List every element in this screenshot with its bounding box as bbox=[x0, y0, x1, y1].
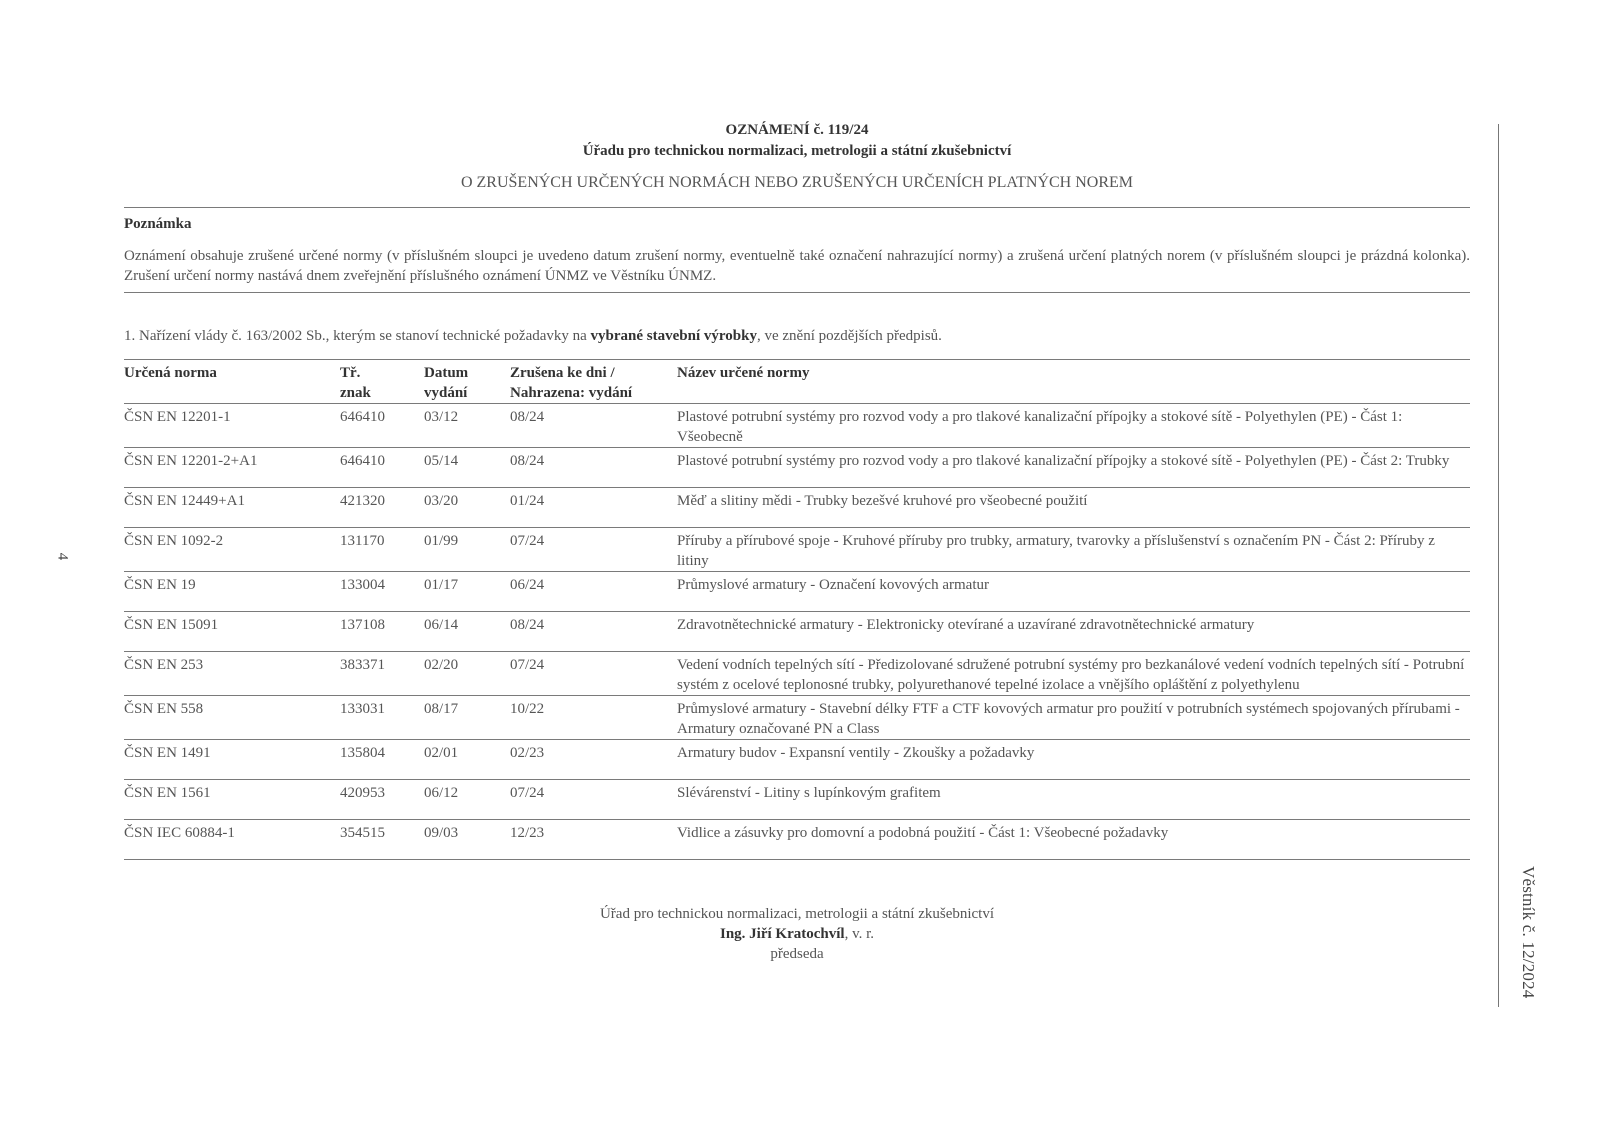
cell-norm: ČSN EN 1491 bbox=[124, 740, 340, 780]
cell-norm: ČSN EN 12201-2+A1 bbox=[124, 448, 340, 488]
table-row bbox=[124, 612, 1470, 652]
cell-cancelled: 08/24 bbox=[510, 404, 677, 448]
cell-class: 135804 bbox=[340, 740, 424, 780]
cell-title: Slévárenství - Litiny s lupínkovým grafitem bbox=[677, 780, 1470, 820]
cell-title: Armatury budov - Expansní ventily - Zkoušky a požadavky bbox=[677, 740, 1470, 780]
section-prefix: 1. Nařízení vlády č. 163/2002 Sb., kterým se stanoví technické požadavky na bbox=[124, 328, 591, 344]
document-body bbox=[124, 120, 1470, 964]
norms-table bbox=[124, 359, 1470, 860]
table-row bbox=[124, 820, 1470, 860]
cell-class: 137108 bbox=[340, 612, 424, 652]
cell-cancelled: 07/24 bbox=[510, 528, 677, 572]
cell-norm: ČSN EN 253 bbox=[124, 652, 340, 696]
cell-date: 09/03 bbox=[424, 820, 510, 860]
header-date: Datum vydání bbox=[424, 360, 510, 404]
table-row bbox=[124, 652, 1470, 696]
signatory-role: předseda bbox=[770, 946, 824, 962]
cell-class: 420953 bbox=[340, 780, 424, 820]
section-bold: vybrané stavební výrobky bbox=[590, 328, 757, 344]
cell-class: 131170 bbox=[340, 528, 424, 572]
cell-class: 646410 bbox=[340, 404, 424, 448]
divider bbox=[124, 292, 1470, 293]
cell-norm: ČSN EN 1561 bbox=[124, 780, 340, 820]
cell-norm: ČSN IEC 60884-1 bbox=[124, 820, 340, 860]
cell-class: 133031 bbox=[340, 696, 424, 740]
cell-norm: ČSN EN 12449+A1 bbox=[124, 488, 340, 528]
table-row bbox=[124, 448, 1470, 488]
signature-name-line bbox=[124, 924, 1470, 944]
cell-cancelled: 12/23 bbox=[510, 820, 677, 860]
cell-date: 05/14 bbox=[424, 448, 510, 488]
cell-cancelled: 10/22 bbox=[510, 696, 677, 740]
cell-class: 133004 bbox=[340, 572, 424, 612]
cell-title: Zdravotnětechnické armatury - Elektronicky otevírané a uzavírané zdravotnětechnické armatury bbox=[677, 612, 1470, 652]
table-row bbox=[124, 488, 1470, 528]
cell-date: 03/12 bbox=[424, 404, 510, 448]
cell-norm: ČSN EN 15091 bbox=[124, 612, 340, 652]
notice-subject: O ZRUŠENÝCH URČENÝCH NORMÁCH NEBO ZRUŠENÝCH URČENÍCH PLATNÝCH NOREM bbox=[460, 174, 1134, 191]
cell-class: 354515 bbox=[340, 820, 424, 860]
cell-norm: ČSN EN 1092-2 bbox=[124, 528, 340, 572]
header-cancelled: Zrušena ke dni / Nahrazena: vydání bbox=[510, 360, 677, 404]
cell-norm: ČSN EN 558 bbox=[124, 696, 340, 740]
cell-cancelled: 07/24 bbox=[510, 652, 677, 696]
table-row bbox=[124, 696, 1470, 740]
cell-cancelled: 02/23 bbox=[510, 740, 677, 780]
cell-title: Vedení vodních tepelných sítí - Předizolované sdružené potrubní systémy pro bezkanálové vedení vodních tepelných sítí - Potrubní systém z ocelové teplonosné trubky, polyurethanové tepelné izolace a vnějšího opláštění z polyethylenu bbox=[677, 652, 1470, 696]
bulletin-label: Věstník č. 12/2024 bbox=[1519, 866, 1538, 999]
cell-date: 01/99 bbox=[424, 528, 510, 572]
table-row bbox=[124, 528, 1470, 572]
section-suffix: , ve znění pozdějších předpisů. bbox=[756, 328, 942, 344]
cell-title: Průmyslové armatury - Stavební délky FTF a CTF kovových armatur pro použití v potrubních systémech spojovaných přírubami - Armatury označované PN a Class bbox=[677, 696, 1470, 740]
note-heading: Poznámka bbox=[124, 216, 192, 232]
table-row bbox=[124, 780, 1470, 820]
cell-title: Plastové potrubní systémy pro rozvod vody a pro tlakové kanalizační přípojky a stokové sítě - Polyethylen (PE) - Část 2: Trubky bbox=[677, 448, 1470, 488]
cell-date: 06/12 bbox=[424, 780, 510, 820]
divider bbox=[124, 207, 1470, 208]
signatory-suffix: , v. r. bbox=[844, 926, 875, 942]
cell-title: Plastové potrubní systémy pro rozvod vody a pro tlakové kanalizační přípojky a stokové sítě - Polyethylen (PE) - Část 1: Všeobecně bbox=[677, 404, 1470, 448]
cell-title: Vidlice a zásuvky pro domovní a podobná použití - Část 1: Všeobecné požadavky bbox=[677, 820, 1470, 860]
cell-norm: ČSN EN 12201-1 bbox=[124, 404, 340, 448]
cell-date: 02/20 bbox=[424, 652, 510, 696]
cell-class: 383371 bbox=[340, 652, 424, 696]
cell-date: 03/20 bbox=[424, 488, 510, 528]
header-class: Tř. znak bbox=[340, 360, 424, 404]
cell-cancelled: 07/24 bbox=[510, 780, 677, 820]
page-number: 4 bbox=[54, 552, 71, 561]
notice-title: OZNÁMENÍ č. 119/24 bbox=[725, 122, 869, 138]
signature-block bbox=[124, 904, 1470, 964]
cell-title: Měď a slitiny mědi - Trubky bezešvé kruhové pro všeobecné použití bbox=[677, 488, 1470, 528]
cell-title: Příruby a přírubové spoje - Kruhové příruby pro trubky, armatury, tvarovky a příslušenství s označením PN - Část 2: Příruby z litiny bbox=[677, 528, 1470, 572]
table-row bbox=[124, 740, 1470, 780]
cell-date: 08/17 bbox=[424, 696, 510, 740]
table-row bbox=[124, 572, 1470, 612]
cell-norm: ČSN EN 19 bbox=[124, 572, 340, 612]
section-heading bbox=[124, 326, 1470, 346]
notice-authority: Úřadu pro technickou normalizaci, metrologii a státní zkušebnictví bbox=[582, 143, 1012, 159]
cell-title: Průmyslové armatury - Označení kovových armatur bbox=[677, 572, 1470, 612]
note-text: Oznámení obsahuje zrušené určené normy (v příslušném sloupci je uvedeno datum zrušení normy, eventuelně také označení nahrazující normy) a zrušená určení platných norem (v příslušném sloupci je prázdná kolonka). Zrušení určení normy nastává dnem zveřejnění příslušného oznámení ÚNMZ ve Věstníku ÚNMZ. bbox=[124, 248, 1470, 284]
header-norm: Určená norma bbox=[124, 360, 340, 404]
cell-cancelled: 08/24 bbox=[510, 612, 677, 652]
cell-cancelled: 01/24 bbox=[510, 488, 677, 528]
table-header-row bbox=[124, 360, 1470, 404]
table-row bbox=[124, 404, 1470, 448]
cell-cancelled: 06/24 bbox=[510, 572, 677, 612]
cell-date: 06/14 bbox=[424, 612, 510, 652]
cell-cancelled: 08/24 bbox=[510, 448, 677, 488]
header-title: Název určené normy bbox=[677, 360, 1470, 404]
cell-class: 646410 bbox=[340, 448, 424, 488]
signature-authority: Úřad pro technickou normalizaci, metrologii a státní zkušebnictví bbox=[599, 906, 995, 922]
cell-date: 01/17 bbox=[424, 572, 510, 612]
margin-rule bbox=[1498, 124, 1499, 1007]
signatory-name: Ing. Jiří Kratochvíl bbox=[719, 926, 845, 942]
cell-date: 02/01 bbox=[424, 740, 510, 780]
cell-class: 421320 bbox=[340, 488, 424, 528]
